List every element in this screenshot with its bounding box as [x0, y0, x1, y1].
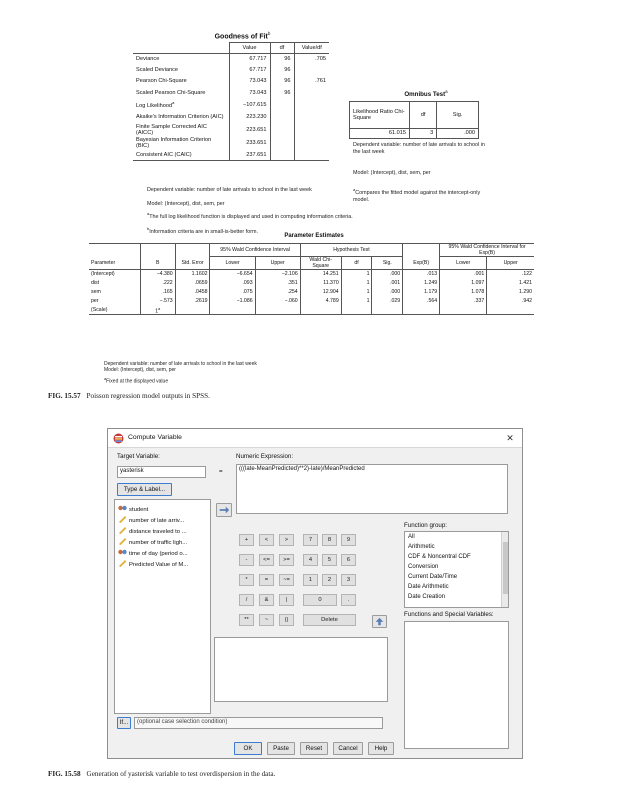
gof-table: [133, 42, 329, 161]
if-button[interactable]: If...: [117, 717, 131, 729]
move-variable-button[interactable]: [216, 503, 232, 517]
type-label-button[interactable]: Type & Label...: [117, 483, 172, 496]
params-group-hyp: Hypothesis Test: [300, 244, 403, 257]
omnibus-header-df: df: [410, 102, 437, 129]
function-group-label: Function group:: [404, 522, 447, 529]
keypad-8[interactable]: 8: [322, 534, 337, 546]
function-group-item[interactable]: Arithmetic: [408, 544, 435, 550]
params-group-wald: 95% Wald Confidence Interval: [210, 244, 300, 257]
variable-item[interactable]: distance traveled to ...: [118, 526, 187, 536]
gof-row: Akaike's Information Criterion (AIC) 223.230: [133, 111, 329, 124]
keypad-equal[interactable]: =: [259, 574, 274, 586]
params-header: Std. Error: [175, 257, 210, 270]
keypad-7[interactable]: 7: [303, 534, 318, 546]
keypad-plus[interactable]: +: [239, 534, 254, 546]
gof-header-value: Value: [229, 43, 270, 54]
omnibus-note-model: Model: (Intercept), dist, sem, per: [353, 170, 431, 176]
params-header: Upper: [487, 257, 534, 270]
keypad-delete[interactable]: Delete: [303, 614, 356, 626]
close-icon[interactable]: ✕: [506, 433, 514, 443]
paste-button[interactable]: Paste: [267, 742, 295, 755]
keypad-multiply[interactable]: *: [239, 574, 254, 586]
cancel-button[interactable]: Cancel: [333, 742, 363, 755]
params-header: Parameter: [89, 257, 140, 270]
params-footnote-a: $^a$Fixed at the displayed value: [104, 377, 169, 385]
keypad-0[interactable]: 0: [303, 594, 337, 606]
target-variable-label: Target Variable:: [117, 453, 160, 460]
gof-row: Log Likelihood$^a$ −107.615: [133, 100, 329, 111]
omnibus-table: [349, 101, 479, 139]
gof-title: Goodness of Fit$^b$: [214, 31, 271, 41]
function-group-list[interactable]: [404, 531, 509, 608]
keypad-decimal[interactable]: .: [341, 594, 356, 606]
numeric-expression-label: Numeric Expression:: [236, 453, 294, 460]
params-note-model: Model: (Intercept), dist, sem, per: [104, 367, 176, 373]
target-variable-input[interactable]: yasterisk: [117, 466, 206, 478]
keypad-minus[interactable]: -: [239, 554, 254, 566]
spss-app-icon: [113, 433, 124, 444]
function-group-item[interactable]: Conversion: [408, 564, 439, 570]
help-button[interactable]: Help: [368, 742, 394, 755]
keypad-greater[interactable]: >: [279, 534, 294, 546]
figure-caption-15-58: FIG. 15.58 Generation of yasterisk variable to test overdispersion in the data.: [48, 770, 276, 778]
omnibus-note-dependent: Dependent variable: number of late arrivals to school in the last week: [353, 142, 485, 155]
compute-variable-dialog: [107, 428, 523, 759]
keypad-9[interactable]: 9: [341, 534, 356, 546]
gof-footnote-a: $^a$The full log likelihood function is displayed and used in computing information criteria.: [147, 211, 353, 220]
keypad-not[interactable]: ~: [259, 614, 274, 626]
variable-item[interactable]: number of traffic ligh...: [118, 537, 187, 547]
function-description-area: [214, 637, 388, 702]
keypad-5[interactable]: 5: [322, 554, 337, 566]
params-title: Parameter Estimates: [284, 233, 344, 239]
keypad-less[interactable]: <: [259, 534, 274, 546]
scale-variable-icon: [118, 526, 127, 534]
nominal-variable-icon: [118, 548, 127, 556]
omnibus-title: Omnibus Test$^a$: [404, 89, 448, 99]
params-row: dist .222 .0659 .093 .351 11.370 1 .001 1.249 1.097 1.421: [91, 280, 532, 286]
scale-variable-icon: [118, 559, 127, 567]
params-header: Lower: [440, 257, 487, 270]
scale-variable-icon: [118, 515, 127, 523]
keypad-6[interactable]: 6: [341, 554, 356, 566]
gof-footnote-b: $^b$Information criteria are in small-is-better form.: [147, 226, 258, 235]
function-group-item[interactable]: Current Date/Time: [408, 574, 458, 580]
keypad-less-equal[interactable]: <=: [259, 554, 274, 566]
function-group-item[interactable]: Date Creation: [408, 594, 446, 600]
keypad-or[interactable]: |: [279, 594, 294, 606]
params-row: (Intercept) −4.380 1.1602 −6.654 −2.106 14.251 1 .000 .013 .001 .122: [91, 271, 532, 278]
keypad-1[interactable]: 1: [303, 574, 318, 586]
keypad-and[interactable]: &: [259, 594, 274, 606]
params-header: Upper: [255, 257, 300, 270]
function-group-item[interactable]: Date Arithmetic: [408, 584, 449, 590]
keypad-2[interactable]: 2: [322, 574, 337, 586]
params-header: Lower: [210, 257, 255, 270]
variable-item[interactable]: Predicted Value of M...: [118, 559, 188, 569]
gof-header-vdf: Value/df: [294, 43, 329, 54]
if-condition-field: (optional case selection condition): [134, 717, 383, 729]
gof-row: Deviance 67.717 96 .705: [133, 54, 329, 65]
insert-function-button[interactable]: [372, 615, 387, 628]
variable-item[interactable]: number of late arriv...: [118, 515, 184, 525]
gof-row: Finite Sample Corrected AIC (AICC) 223.651: [133, 124, 329, 137]
gof-row: Consistent AIC (CAIC) 237.651: [133, 150, 329, 161]
nominal-variable-icon: [118, 504, 127, 512]
arrow-right-icon: [217, 504, 231, 516]
gof-header-blank: [133, 43, 229, 54]
function-group-item[interactable]: CDF & Noncentral CDF: [408, 554, 471, 560]
scale-variable-icon: [118, 537, 127, 545]
gof-header-df: df: [270, 43, 294, 54]
params-header: Exp(B): [403, 257, 440, 270]
keypad-power[interactable]: **: [239, 614, 254, 626]
params-row: sem .165 .0458 .075 .254 12.904 1 .000 1.179 1.078 1.290: [91, 289, 532, 295]
params-header: Sig.: [372, 257, 403, 270]
keypad-3[interactable]: 3: [341, 574, 356, 586]
scrollbar-thumb[interactable]: [503, 542, 508, 594]
ok-button[interactable]: OK: [234, 742, 262, 755]
params-header: df: [341, 257, 372, 270]
variable-list[interactable]: [114, 499, 211, 714]
gof-row: Pearson Chi-Square 73.043 96 .761: [133, 76, 329, 87]
keypad-not-equal[interactable]: ~=: [279, 574, 294, 586]
params-note-dependent: Dependent variable: number of late arrivals to school in the last week: [104, 361, 257, 367]
gof-row: Scaled Pearson Chi-Square 73.043 96: [133, 87, 329, 100]
functions-label: Functions and Special Variables:: [404, 611, 494, 618]
reset-button[interactable]: Reset: [300, 742, 328, 755]
omnibus-footnote-a: $^a$Compares the fitted model against the intercept-only model.: [353, 187, 481, 203]
keypad-divide[interactable]: /: [239, 594, 254, 606]
numeric-expression-input[interactable]: (((late-MeanPredicted)**2)-late)/MeanPredicted: [236, 464, 508, 514]
gof-row: Bayesian Information Criterion (BIC) 233.651: [133, 137, 329, 150]
params-row: (Scale) 1$^a$: [89, 306, 534, 315]
dialog-titlebar[interactable]: [108, 429, 522, 448]
omnibus-header-lr: Likelihood Ratio Chi-Square: [350, 102, 410, 129]
variable-item[interactable]: time of day (period o...: [118, 548, 188, 558]
keypad-greater-equal[interactable]: >=: [279, 554, 294, 566]
function-group-item[interactable]: All: [408, 534, 415, 540]
functions-list[interactable]: [404, 621, 509, 749]
params-group-expb: 95% Wald Confidence Interval for Exp(B): [440, 244, 534, 257]
arrow-up-icon: [373, 616, 386, 627]
dialog-title: Compute Variable: [128, 434, 182, 441]
figure-caption-15-57: FIG. 15.57 Poisson regression model outputs in SPSS.: [48, 392, 210, 400]
equals-sign: =: [219, 468, 223, 475]
gof-note-model: Model: (Intercept), dist, sem, per: [147, 201, 225, 207]
gof-note-dependent: Dependent variable: number of late arrivals to school in the last week: [147, 187, 312, 193]
params-header: B: [140, 257, 175, 270]
keypad-parentheses[interactable]: (): [279, 614, 294, 626]
params-row: per −.573 .2619 −1.086 −.060 4.789 1 .029 .564 .337 .942: [91, 298, 532, 304]
params-header: Wald Chi-Square: [300, 257, 341, 270]
function-group-scrollbar[interactable]: [501, 532, 509, 607]
omnibus-header-sig: Sig.: [437, 102, 479, 129]
omnibus-row: 61.015 3 .000: [350, 129, 479, 139]
params-table: [89, 243, 534, 315]
keypad-4[interactable]: 4: [303, 554, 318, 566]
gof-row: Scaled Deviance 67.717 96: [133, 65, 329, 76]
variable-item[interactable]: student: [118, 504, 148, 514]
